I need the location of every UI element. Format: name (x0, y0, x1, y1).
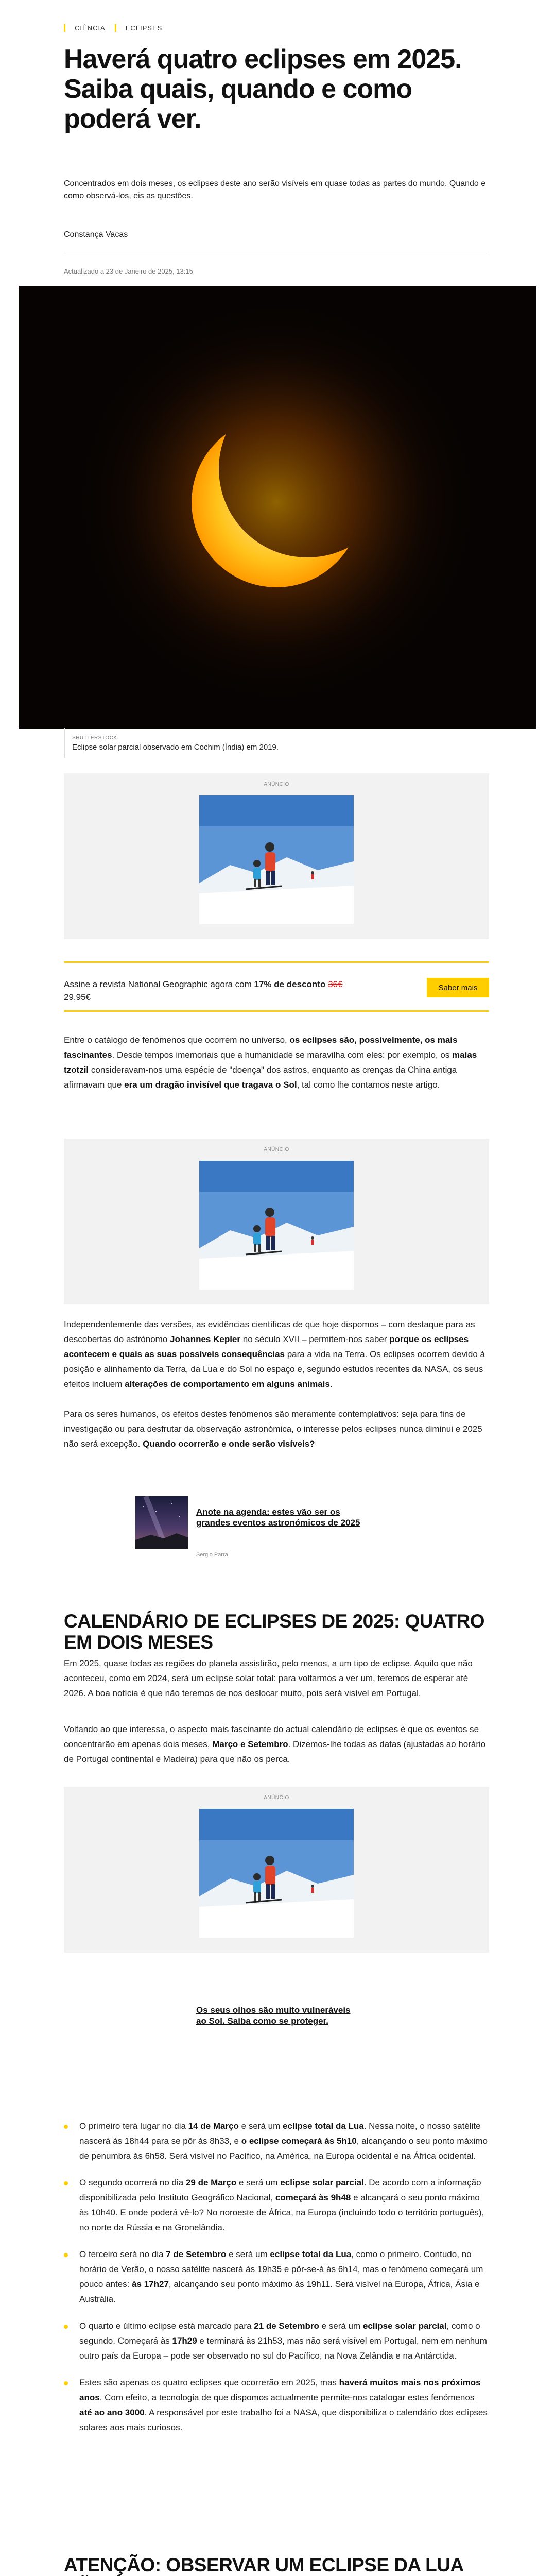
related-title[interactable]: Os seus olhos são muito vulneráveis ao Sol. Saiba como se proteger. (196, 2005, 351, 2026)
bullet-dot (64, 2125, 68, 2129)
bullet-dot (64, 2253, 68, 2257)
ad-image[interactable] (199, 795, 354, 924)
image-caption: Eclipse solar parcial observado em Cochim (Índia) em 2019. (72, 743, 279, 752)
page-title: Haverá quatro eclipses em 2025. Saiba quais, quando e como poderá ver. (64, 44, 462, 134)
paragraph: Em 2025, quase todas as regiões do planeta assistirão, pelo menos, a um tipo de eclipse. Aquilo que não aconteceu, como em 2024, será um eclipse solar total: para voltarmos a ver um, teremos de esperar até 2026. A boa notícia é que não teremos de nos deslocar muito, pois será visível em Portugal. (64, 1658, 473, 1698)
ad-slot (64, 773, 489, 939)
paragraph: Voltando ao que interessa, o aspecto mais fascinante do actual calendário de eclipses é que os eventos se concentrarão em apenas dois meses, Março e Setembro. Dizemos-lhe todas as datas (ajustadas ao horário de Portugal continental e Madeira) para que não os perca. (64, 1724, 486, 1764)
ad-image[interactable] (199, 1161, 354, 1290)
related-article[interactable] (135, 1496, 362, 1558)
related-thumbnail[interactable] (135, 1984, 188, 2036)
subscription-promo (64, 961, 489, 1012)
caption-accent (64, 728, 65, 758)
related-author: Sergio Parra (196, 1552, 228, 1558)
author-name[interactable]: Constança Vacas (64, 230, 128, 239)
promo-button[interactable]: Saber mais (427, 978, 489, 997)
section-heading-warning: ATENÇÃO: OBSERVAR UM ECLIPSE DA LUA (64, 2554, 463, 2575)
promo-text: Assine a revista National Geographic agora com 17% de desconto 36€ (64, 979, 343, 989)
related-article[interactable] (135, 1984, 362, 2045)
ad-slot (64, 1139, 489, 1304)
related-thumbnail[interactable] (135, 1496, 188, 1549)
list-item: O quarto e último eclipse está marcado para 21 de Setembro e será um eclipse solar parcial, como o segundo. Começará às 17h29 e terminará às 21h53, mas não será visível em Portugal, nem em nenhum outro país da Europa – pode ser observado no sul do Pacífico, na Nova Zelândia e na Antárctida. (64, 2318, 489, 2363)
ad-label: ANÚNCIO (264, 1147, 289, 1153)
category-accent (115, 24, 116, 32)
list-item: O primeiro terá lugar no dia 14 de Março e será um eclipse total da Lua. Nessa noite, o nosso satélite nascerá às 18h44 para se pôr às 8h33, e o eclipse começará às 5h10, alcançando o seu ponto máximo de penumbra às 6h58. Será visível no Pacífico, na América, na Europa ocidental e na África ocidental. (64, 2119, 489, 2163)
ad-label: ANÚNCIO (264, 1795, 289, 1801)
article-dek: Concentrados em dois meses, os eclipses deste ano serão visíveis em quase todas as partes do mundo. Quando e como observá-los, eis as questões. (64, 179, 486, 200)
paragraph: Independentemente das versões, as evidências científicas de que hoje dispomos – com destaque para as descobertas do astrónomo Johannes Kepler no século XVII – permitem-nos saber porque os eclipses acontecem e quais as suas possíveis consequências para a vida na Terra. Os eclipses ocorrem devido à posição e alinhamento da Terra, da Lua e do Sol no espaço e, segundo estudos recentes da NASA, os seus efeitos incluem alterações de comportamento em alguns animais. (64, 1319, 485, 1389)
ad-image[interactable] (199, 1809, 354, 1938)
promo-price: 29,95€ (64, 992, 91, 1002)
list-item: O terceiro será no dia 7 de Setembro e será um eclipse total da Lua, como o primeiro. Contudo, no horário de Verão, o nosso satélite nascerá às 19h35 e pôr-se-á às 6h14, mas o fenómeno começará um pouco antes: às 17h27, alcançando seu ponto máximo às 19h11. Será visível na Europa, África, Ásia e Austrália. (64, 2247, 489, 2307)
section-heading-calendar: CALENDÁRIO DE ECLIPSES DE 2025: QUATRO EM DOIS MESES (64, 1611, 485, 1653)
eclipse-list (64, 2119, 489, 2447)
image-credit: SHUTTERSTOCK (72, 735, 117, 741)
category-eclipses[interactable]: ECLIPSES (125, 24, 163, 32)
hero-image (19, 286, 536, 729)
category-accent (64, 24, 65, 32)
list-item: Estes são apenas os quatro eclipses que ocorrerão em 2025, mas haverá muitos mais nos próximos anos. Com efeito, a tecnologia de que dispomos actualmente permite-nos catalogar estes fenómenos até ao ano 3000. A responsável por este trabalho foi a NASA, que disponibiliza o calendário dos eclipses solares aos mais curiosos. (64, 2375, 489, 2435)
link-kepler[interactable]: Johannes Kepler (170, 1334, 241, 1344)
bullet-dot (64, 2381, 68, 2385)
ad-slot (64, 1787, 489, 1953)
related-title[interactable]: Anote na agenda: estes vão ser os grandes eventos astronómicos de 2025 (196, 1507, 360, 1528)
bullet-dot (64, 2181, 68, 2185)
bullet-dot (64, 2325, 68, 2329)
paragraph: Para os seres humanos, os efeitos destes fenómenos são meramente contemplativos: seja para fins de investigação ou para desfrutar da observação astronómica, o interesse pelos eclipses nunca diminui e 2025 não será excepção. Quando ocorrerão e onde serão visíveis? (64, 1409, 482, 1449)
category-ciencia[interactable]: CIÊNCIA (75, 24, 106, 32)
paragraph: Entre o catálogo de fenómenos que ocorrem no universo, os eclipses são, possivelmente, os mais fascinantes. Desde tempos imemoriais que a humanidade se maravilha com eles: por exemplo, os maias tzotzil consideravam-nos uma espécie de "doença" dos astros, enquanto as crenças da China antiga afirmavam que era um dragão invisível que tragava o Sol, tal como lhe contamos neste artigo. (64, 1035, 477, 1090)
category-bar (64, 24, 489, 32)
ad-label: ANÚNCIO (264, 782, 289, 787)
updated-date: Actualizado a 23 de Janeiro de 2025, 13:15 (64, 267, 193, 275)
list-item: O segundo ocorrerá no dia 29 de Março e será um eclipse solar parcial. De acordo com a informação disponibilizada pelo Instituto Geográfico Nacional, começará às 9h48 e alcançará o seu ponto máximo às 10h40. E onde poderá vê-lo? No noroeste de África, na Europa (incluindo todo o território português), no norte da Rússia e na Gronelândia. (64, 2175, 489, 2235)
